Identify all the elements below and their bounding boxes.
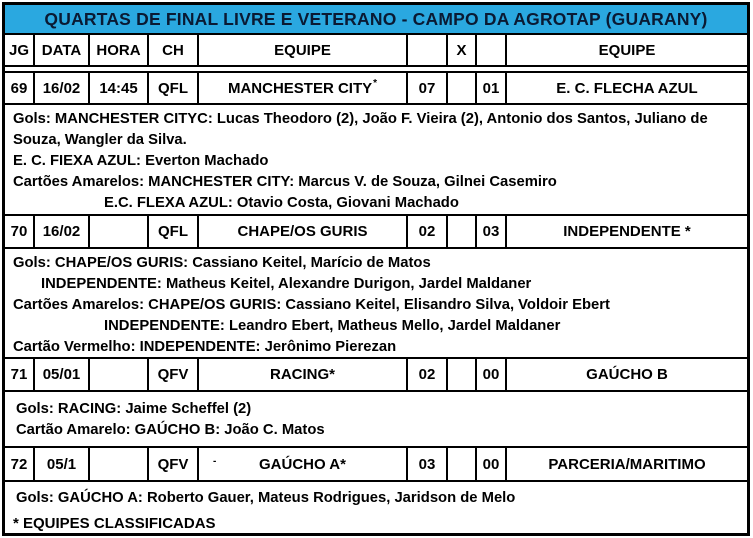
cell-data: 05/1 — [35, 448, 90, 480]
details-line: INDEPENDENTE: Matheus Keitel, Alexandre Durigon, Jardel Maldaner — [41, 276, 532, 292]
cell-data: 16/02 — [35, 73, 90, 103]
cell-equipe-away: GAÚCHO B — [586, 366, 668, 383]
details-line: Gols: CHAPE/OS GURIS: Cassiano Keitel, Marício de Matos — [13, 255, 431, 271]
cell-score-away: 03 — [477, 216, 507, 247]
match-details-69 — [5, 105, 747, 214]
match-row-70 — [5, 214, 747, 249]
cell-equipe-home: CHAPE/OS GURIS — [199, 216, 408, 247]
header-cell-equipe-home: EQUIPE — [199, 35, 408, 65]
cell-hora — [90, 448, 149, 480]
cell-x — [448, 448, 477, 480]
cell-ch: QFL — [149, 73, 199, 103]
cell-ch: QFV — [149, 448, 199, 480]
header-cell-score-home — [408, 35, 448, 65]
cell-ch: QFL — [149, 216, 199, 247]
cell-equipe-home: MANCHESTER CITY * — [199, 73, 408, 103]
footer-note: * EQUIPES CLASSIFICADAS — [13, 515, 216, 532]
cell-hora: 14:45 — [90, 73, 149, 103]
cell-jg: 70 — [5, 216, 35, 247]
details-line: Gols: RACING: Jaime Scheffel (2) — [16, 401, 252, 417]
details-line: Cartão Vermelho: INDEPENDENTE: Jerônimo Pierezan — [13, 339, 397, 355]
cell-score-away: 00 — [477, 448, 507, 480]
stray-mark: - — [213, 456, 217, 467]
header-cell-hora: HORA — [90, 35, 149, 65]
details-line: Souza, Wangler da Silva. — [13, 132, 187, 148]
details-line: Gols: MANCHESTER CITYC: Lucas Theodoro (2), João F. Vieira (2), Antonio dos Santos, Juliano de — [13, 111, 708, 127]
cell-jg: 71 — [5, 359, 35, 390]
table-header-row — [5, 35, 747, 67]
page-title: QUARTAS DE FINAL LIVRE E VETERANO - CAMPO DA AGROTAP (GUARANY) — [5, 5, 747, 35]
match-details-72 — [5, 482, 747, 533]
header-cell-jg: JG — [5, 35, 35, 65]
cell-jg: 69 — [5, 73, 35, 103]
header-cell-x: X — [448, 35, 477, 65]
details-line: Cartões Amarelos: CHAPE/OS GURIS: Cassiano Keitel, Elisandro Silva, Voldoir Ebert — [13, 297, 610, 313]
match-details-70 — [5, 249, 747, 357]
details-line: Cartões Amarelos: MANCHESTER CITY: Marcus V. de Souza, Gilnei Casemiro — [13, 174, 557, 190]
match-row-72 — [5, 446, 747, 482]
header-cell-equipe-away: EQUIPE — [598, 41, 656, 59]
cell-x — [448, 73, 477, 103]
match-row-71 — [5, 357, 747, 392]
details-line: INDEPENDENTE: Leandro Ebert, Matheus Mello, Jardel Maldaner — [104, 318, 561, 334]
details-line: Cartão Amarelo: GAÚCHO B: João C. Matos — [16, 422, 325, 438]
cell-score-away: 01 — [477, 73, 507, 103]
cell-equipe-away: E. C. FLECHA AZUL — [556, 79, 698, 97]
cell-equipe-home: - GAÚCHO A* — [199, 448, 408, 480]
results-table — [2, 2, 750, 536]
header-cell-data: DATA — [35, 35, 90, 65]
cell-ch: QFV — [149, 359, 199, 390]
cell-data: 05/01 — [35, 359, 90, 390]
cell-equipe-home: RACING* — [199, 359, 408, 390]
cell-score-home: 02 — [408, 216, 448, 247]
cell-equipe-away: INDEPENDENTE * — [563, 223, 691, 240]
match-details-71 — [5, 392, 747, 446]
cell-equipe-away: PARCERIA/MARITIMO — [548, 455, 706, 473]
cell-x — [448, 359, 477, 390]
cell-x — [448, 216, 477, 247]
cell-hora — [90, 359, 149, 390]
cell-score-home: 03 — [408, 448, 448, 480]
cell-jg: 72 — [5, 448, 35, 480]
details-line: Gols: GAÚCHO A: Roberto Gauer, Mateus Rodrigues, Jaridson de Melo — [16, 490, 516, 506]
details-line: E. C. FIEXA AZUL: Everton Machado — [13, 153, 269, 169]
cell-data: 16/02 — [35, 216, 90, 247]
header-cell-score-away — [477, 35, 507, 65]
classified-mark: * — [373, 77, 378, 89]
header-cell-ch: CH — [149, 35, 199, 65]
match-row-69 — [5, 71, 747, 105]
cell-score-home: 02 — [408, 359, 448, 390]
details-line: E.C. FLEXA AZUL: Otavio Costa, Giovani Machado — [104, 195, 459, 211]
cell-score-home: 07 — [408, 73, 448, 103]
cell-hora — [90, 216, 149, 247]
cell-score-away: 00 — [477, 359, 507, 390]
